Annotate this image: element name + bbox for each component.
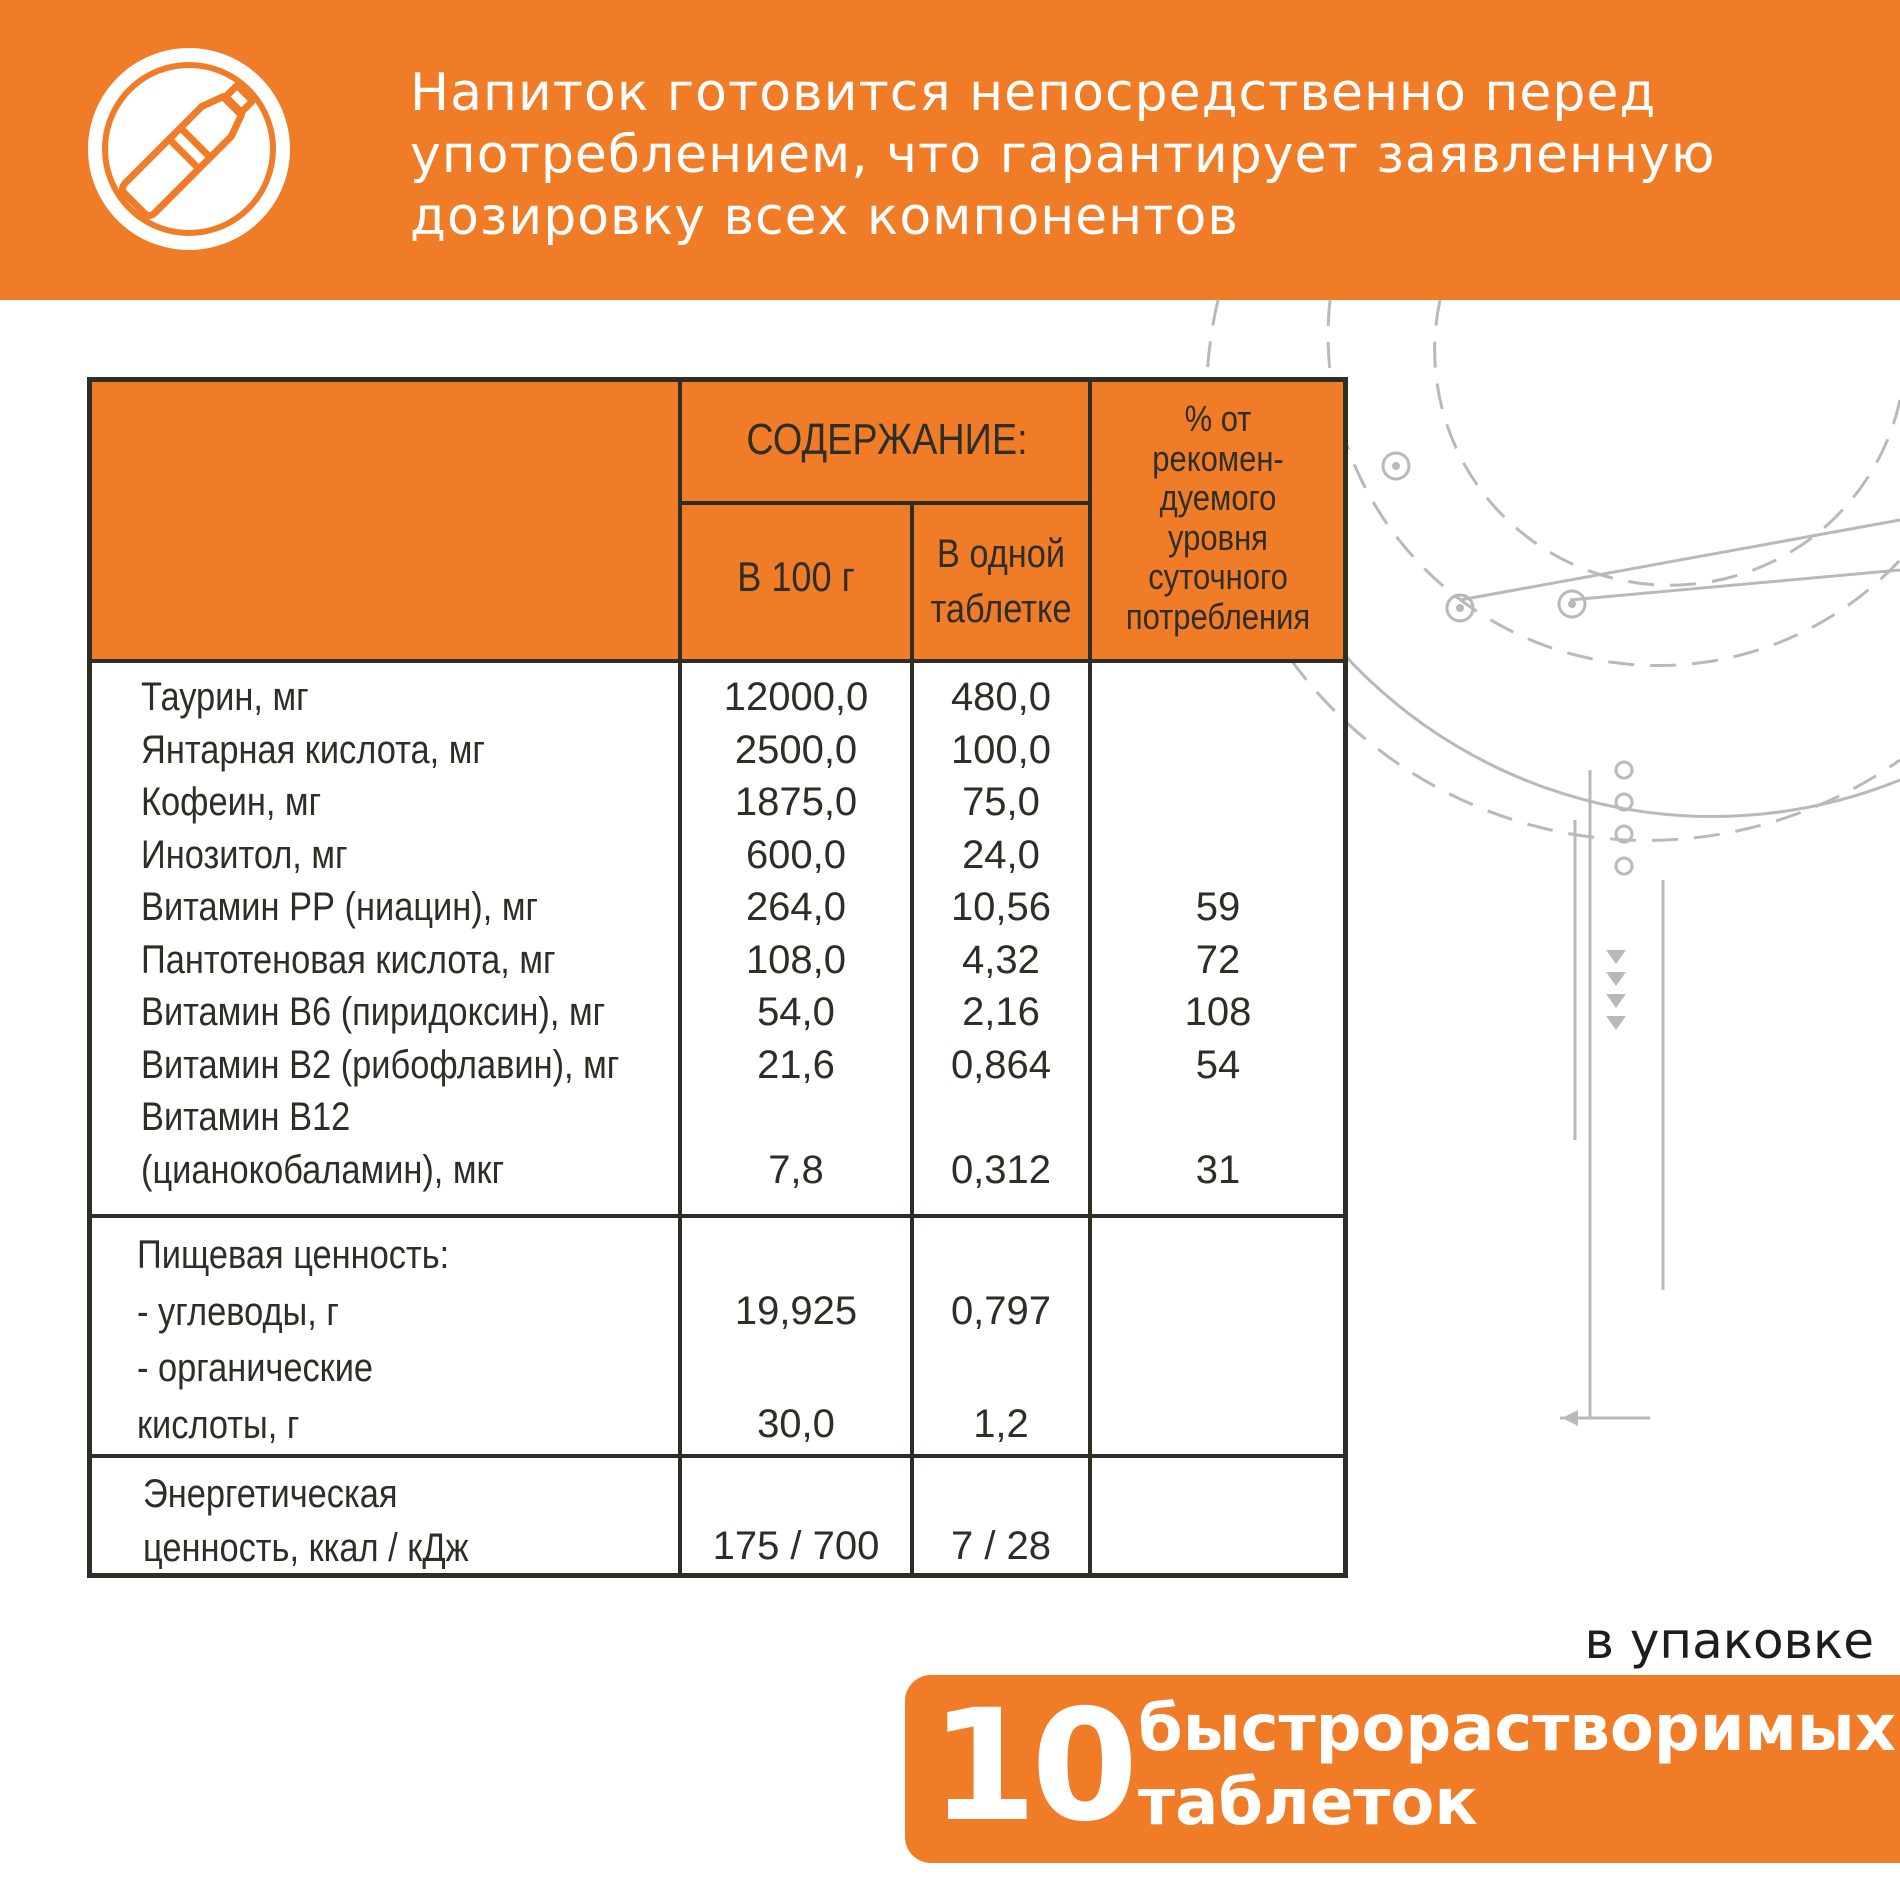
acids-label-2: кислоты, г: [137, 1402, 300, 1447]
ingredient-name: Инозитол, мг: [141, 832, 348, 877]
dv-value: 59: [1195, 885, 1241, 929]
per100-value: 600,0: [745, 832, 847, 877]
header-dv-line: % от: [1184, 398, 1252, 439]
dv-value: 108: [1184, 990, 1252, 1034]
per100-value: 54,0: [757, 990, 835, 1034]
header-dv-line: рекомен-: [1152, 437, 1284, 479]
dv-value: 54: [1195, 1042, 1241, 1087]
energy-label-1: Энергетическая: [143, 1472, 398, 1516]
package-text-line-1: быстрорастворимых: [1138, 1692, 1896, 1766]
per100-value: 1875,0: [734, 780, 858, 824]
header-per-tablet-line-2: таблетке: [930, 587, 1072, 631]
ingredient-name: Янтарная кислота, мг: [141, 727, 485, 772]
energy-per100: 175 / 700: [712, 1524, 880, 1568]
nutrition-labels: [137, 1227, 449, 1453]
acids-per100: 30,0: [757, 1402, 835, 1446]
per100-value: 108,0: [745, 937, 847, 982]
row-divider: [87, 1454, 1348, 1458]
per-tablet-value: 100,0: [950, 727, 1052, 772]
per100-value: 2500,0: [734, 727, 858, 772]
nutrition-table: [87, 377, 1348, 1578]
dv-value: 31: [1195, 1147, 1241, 1192]
per100-value: 264,0: [745, 885, 847, 929]
header-content: СОДЕРЖАНИЕ:: [746, 415, 1028, 464]
per-tablet-value: 75,0: [962, 780, 1040, 824]
carbs-per100: 19,925: [734, 1289, 858, 1333]
header-per-tablet-line-1: В одной: [936, 532, 1066, 576]
per-tablet-value: 0,312: [950, 1147, 1052, 1192]
per-tablet-value: 24,0: [962, 832, 1040, 877]
ingredient-name: Витамин В12: [141, 1095, 351, 1139]
header-dv-line: суточного: [1148, 556, 1288, 597]
row-divider: [87, 659, 1348, 663]
ingredient-name: Витамин В6 (пиридоксин), мг: [141, 990, 606, 1034]
dv-value: [1092, 724, 1344, 777]
nutrition-per-tablet: [914, 1283, 1088, 1453]
header-dv-line: уровня: [1168, 516, 1268, 558]
energy-label-2: ценность, ккал / кДж: [143, 1526, 469, 1570]
package-text-line-2: таблеток: [1138, 1766, 1478, 1840]
spacer: [914, 1340, 1088, 1397]
row-divider: [678, 501, 1090, 505]
header-per-100g: В 100 г: [737, 553, 855, 600]
header-dv-line: потребления: [1125, 595, 1311, 637]
daily-value-values: [1092, 671, 1344, 1196]
header-per-tablet: [926, 527, 1076, 637]
per100-values: [682, 671, 910, 1196]
row-divider: [87, 1214, 1348, 1218]
nutrition-title: Пищевая ценность:: [137, 1233, 450, 1277]
dv-value: [1092, 671, 1344, 724]
per-tablet-values: [914, 671, 1088, 1196]
per-tablet-value: [914, 1091, 1088, 1144]
ingredient-name: Пантотеновая кислота, мг: [141, 937, 556, 982]
nutrition-per100: [682, 1283, 910, 1453]
per-tablet-value: 0,864: [950, 1042, 1052, 1087]
per100-value: 12000,0: [723, 675, 869, 719]
per100-value: 7,8: [768, 1147, 824, 1192]
per100-value: [682, 1091, 910, 1144]
per100-value: 21,6: [757, 1042, 835, 1087]
ingredient-name: Кофеин, мг: [141, 780, 322, 824]
per-tablet-value: 4,32: [962, 937, 1040, 982]
headline-line-1: Напиток готовится непосредственно перед: [410, 63, 1657, 123]
acids-label-1: - органические: [137, 1346, 374, 1390]
carbs-per-tablet: 0,797: [950, 1289, 1052, 1333]
dv-value: [1092, 776, 1344, 829]
per-tablet-value: 2,16: [962, 990, 1040, 1034]
ingredient-name: Витамин РР (ниацин), мг: [141, 885, 539, 929]
ingredient-name: (цианокобаламин), мкг: [141, 1147, 505, 1192]
headline-line-2: употреблением, что гарантирует заявленную: [410, 125, 1716, 185]
package-count: 10: [930, 1677, 1133, 1856]
header-daily-value: [1110, 399, 1327, 636]
dv-value: 72: [1195, 937, 1241, 982]
ingredient-names: [141, 671, 619, 1196]
headline-line-3: дозировку всех компонентов: [410, 187, 1239, 247]
package-text: [1138, 1692, 1896, 1840]
carbs-label: - углеводы, г: [137, 1289, 339, 1334]
energy-labels: [143, 1467, 469, 1575]
ingredient-name: Таурин, мг: [141, 675, 309, 719]
dv-value: [1092, 829, 1344, 882]
energy-per-tablet: 7 / 28: [950, 1524, 1052, 1568]
package-label: в упаковке: [1584, 1612, 1874, 1670]
spacer: [682, 1340, 910, 1397]
header-dv-line: дуемого: [1159, 477, 1277, 518]
ingredient-name: Витамин В2 (рибофлавин), мг: [141, 1042, 620, 1087]
dv-value: [1092, 1091, 1344, 1144]
acids-per-tablet: 1,2: [973, 1402, 1029, 1446]
per-tablet-value: 480,0: [950, 675, 1052, 719]
per-tablet-value: 10,56: [950, 885, 1052, 929]
